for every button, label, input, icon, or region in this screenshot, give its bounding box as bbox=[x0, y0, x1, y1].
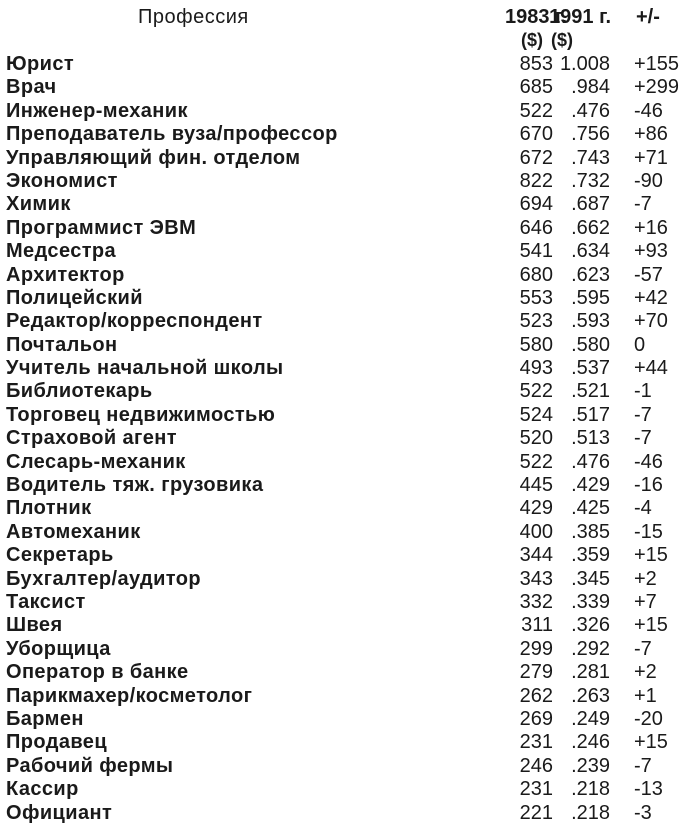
profession-cell: Юрист bbox=[6, 53, 75, 75]
profession-cell: Управляющий фин. отделом bbox=[6, 146, 301, 169]
salary-1983-cell: 493 bbox=[519, 357, 553, 380]
salary-1983-cell: 343 bbox=[519, 567, 553, 590]
salary-1991-cell: .249 bbox=[571, 707, 610, 730]
diff-cell: +15 bbox=[634, 544, 668, 567]
diff-cell: -20 bbox=[634, 707, 663, 730]
profession-cell: Страховой агент bbox=[6, 427, 177, 450]
salary-1991-cell: .521 bbox=[571, 380, 610, 403]
table-row bbox=[0, 731, 698, 754]
diff-cell: +44 bbox=[634, 357, 668, 380]
diff-cell: +16 bbox=[634, 216, 668, 239]
salary-1983-cell: 680 bbox=[519, 263, 553, 286]
diff-cell: -15 bbox=[634, 520, 663, 543]
salary-1983-cell: 524 bbox=[519, 403, 553, 426]
salary-1991-cell: .429 bbox=[571, 474, 610, 497]
table-row bbox=[0, 357, 698, 380]
salary-1983-cell: 672 bbox=[519, 146, 553, 169]
table-row bbox=[0, 240, 698, 263]
diff-cell: -13 bbox=[634, 778, 663, 801]
salary-1991-cell: .662 bbox=[571, 216, 610, 239]
salary-1983-cell: 520 bbox=[519, 427, 553, 450]
profession-cell: Слесарь-механик bbox=[6, 450, 186, 473]
profession-cell: Рабочий фермы bbox=[6, 754, 174, 777]
diff-cell: +86 bbox=[634, 123, 668, 146]
salary-1983-cell: 299 bbox=[519, 637, 553, 660]
column-header-profession: Профессия bbox=[138, 6, 249, 28]
diff-cell: -7 bbox=[634, 193, 652, 216]
table-row bbox=[0, 778, 698, 801]
profession-cell: Учитель начальной школы bbox=[6, 357, 284, 380]
profession-cell: Водитель тяж. грузовика bbox=[6, 474, 264, 497]
table-row bbox=[0, 76, 698, 99]
salary-1991-cell: .476 bbox=[571, 99, 610, 122]
table-row bbox=[0, 451, 698, 474]
diff-cell: -7 bbox=[634, 637, 652, 660]
salary-1991-cell: 1.008 bbox=[559, 53, 610, 75]
table-row bbox=[0, 217, 698, 240]
profession-cell: Автомеханик bbox=[6, 520, 141, 543]
diff-cell: -7 bbox=[634, 754, 652, 777]
profession-cell: Библиотекарь bbox=[6, 380, 153, 403]
salary-1991-cell: .687 bbox=[571, 193, 610, 216]
diff-cell: +93 bbox=[634, 240, 668, 263]
table-row bbox=[0, 193, 698, 216]
salary-1991-cell: .292 bbox=[571, 637, 610, 660]
profession-cell: Полицейский bbox=[6, 286, 143, 309]
profession-cell: Почтальон bbox=[6, 333, 118, 356]
table-row bbox=[0, 661, 698, 684]
diff-cell: -7 bbox=[634, 403, 652, 426]
diff-cell: +2 bbox=[634, 661, 657, 684]
salary-1991-cell: .239 bbox=[571, 754, 610, 777]
profession-cell: Врач bbox=[6, 76, 57, 99]
diff-cell: +2 bbox=[634, 567, 657, 590]
diff-cell: -90 bbox=[634, 169, 663, 192]
diff-cell: -3 bbox=[634, 801, 652, 824]
diff-cell: +7 bbox=[634, 590, 657, 613]
salary-1991-cell: .537 bbox=[571, 357, 610, 380]
salary-1991-cell: .246 bbox=[571, 731, 610, 754]
diff-cell: -7 bbox=[634, 427, 652, 450]
salary-1991-cell: .580 bbox=[571, 333, 610, 356]
diff-cell: +15 bbox=[634, 731, 668, 754]
profession-cell: Кассир bbox=[6, 778, 79, 801]
profession-cell: Инженер-механик bbox=[6, 99, 188, 122]
table-row bbox=[0, 497, 698, 520]
table-row bbox=[0, 544, 698, 567]
profession-cell: Парикмахер/косметолог bbox=[6, 684, 253, 707]
profession-cell: Химик bbox=[6, 193, 71, 216]
diff-cell: -4 bbox=[634, 497, 652, 520]
table-row bbox=[0, 170, 698, 193]
diff-cell: -46 bbox=[634, 450, 663, 473]
profession-cell: Программист ЭВМ bbox=[6, 216, 197, 239]
table-row bbox=[0, 802, 698, 825]
salary-1983-cell: 231 bbox=[519, 778, 553, 801]
diff-cell: -16 bbox=[634, 474, 663, 497]
profession-cell: Преподаватель вуза/профессор bbox=[6, 123, 338, 146]
salary-1983-cell: 445 bbox=[519, 474, 553, 497]
profession-cell: Швея bbox=[6, 614, 63, 637]
salary-1991-cell: .732 bbox=[571, 169, 610, 192]
salary-1983-cell: 553 bbox=[519, 286, 553, 309]
salary-1983-cell: 522 bbox=[519, 99, 553, 122]
salary-1983-cell: 523 bbox=[519, 310, 553, 333]
column-header-diff: +/- bbox=[636, 6, 660, 28]
diff-cell: +42 bbox=[634, 286, 668, 309]
diff-cell: -57 bbox=[634, 263, 663, 286]
table-row bbox=[0, 614, 698, 637]
table-body bbox=[0, 53, 698, 825]
diff-cell: +71 bbox=[634, 146, 668, 169]
salary-1991-cell: .513 bbox=[571, 427, 610, 450]
salary-1983-cell: 231 bbox=[519, 731, 553, 754]
salary-1983-cell: 262 bbox=[519, 684, 553, 707]
salary-1983-cell: 246 bbox=[519, 754, 553, 777]
salary-1991-cell: .623 bbox=[571, 263, 610, 286]
profession-cell: Официант bbox=[6, 801, 113, 824]
table-row bbox=[0, 755, 698, 778]
salary-1983-cell: 221 bbox=[519, 801, 553, 824]
salary-1983-cell: 694 bbox=[519, 193, 553, 216]
salary-1991-cell: .593 bbox=[571, 310, 610, 333]
diff-cell: -46 bbox=[634, 99, 663, 122]
table-row bbox=[0, 427, 698, 450]
salary-1991-cell: .326 bbox=[571, 614, 610, 637]
column-header-1991: 1991 г. bbox=[549, 6, 611, 28]
salary-1991-cell: .339 bbox=[571, 590, 610, 613]
diff-cell: -1 bbox=[634, 380, 652, 403]
salary-1983-cell: 522 bbox=[519, 380, 553, 403]
diff-cell: +1 bbox=[634, 684, 657, 707]
profession-cell: Редактор/корреспондент bbox=[6, 310, 263, 333]
diff-cell: 0 bbox=[634, 333, 646, 356]
salary-1991-cell: .281 bbox=[571, 661, 610, 684]
diff-cell: +299 bbox=[634, 76, 680, 99]
profession-cell: Секретарь bbox=[6, 544, 114, 567]
table-row bbox=[0, 591, 698, 614]
salary-1991-cell: .756 bbox=[571, 123, 610, 146]
profession-cell: Бармен bbox=[6, 707, 84, 730]
column-header-1983: 1983 г. bbox=[505, 6, 567, 28]
salary-1983-cell: 311 bbox=[521, 614, 553, 637]
salary-1991-cell: .517 bbox=[571, 403, 610, 426]
salary-1983-cell: 522 bbox=[519, 450, 553, 473]
salary-1991-cell: .385 bbox=[571, 520, 610, 543]
salary-1991-cell: .476 bbox=[571, 450, 610, 473]
table-row bbox=[0, 638, 698, 661]
salary-1983-cell: 580 bbox=[519, 333, 553, 356]
salary-1983-cell: 400 bbox=[519, 520, 553, 543]
salary-1991-cell: .218 bbox=[571, 801, 610, 824]
table-row bbox=[0, 404, 698, 427]
profession-cell: Продавец bbox=[6, 731, 108, 754]
salary-1983-cell: 541 bbox=[519, 240, 553, 263]
salary-1983-cell: 822 bbox=[519, 169, 553, 192]
unit-label-1983: ($) bbox=[521, 30, 543, 50]
salary-1991-cell: .984 bbox=[571, 76, 610, 99]
salary-1983-cell: 269 bbox=[519, 707, 553, 730]
salary-1983-cell: 279 bbox=[519, 661, 553, 684]
salary-1983-cell: 429 bbox=[519, 497, 553, 520]
profession-cell: Архитектор bbox=[6, 263, 125, 286]
table-row bbox=[0, 474, 698, 497]
profession-cell: Плотник bbox=[6, 497, 92, 520]
table-row bbox=[0, 287, 698, 310]
salary-1983-cell: 685 bbox=[519, 76, 553, 99]
salary-1983-cell: 646 bbox=[519, 216, 553, 239]
profession-cell: Таксист bbox=[6, 590, 86, 613]
salary-1991-cell: .263 bbox=[571, 684, 610, 707]
profession-cell: Уборщица bbox=[6, 637, 111, 660]
table-row bbox=[0, 264, 698, 287]
table-row bbox=[0, 521, 698, 544]
salary-1991-cell: .425 bbox=[571, 497, 610, 520]
salary-1991-cell: .634 bbox=[571, 240, 610, 263]
salary-1983-cell: 332 bbox=[519, 590, 553, 613]
profession-cell: Оператор в банке bbox=[6, 661, 189, 684]
profession-cell: Экономист bbox=[6, 169, 118, 192]
diff-cell: +15 bbox=[634, 614, 668, 637]
salary-1983-cell: 670 bbox=[519, 123, 553, 146]
diff-cell: +70 bbox=[634, 310, 668, 333]
salary-1991-cell: .218 bbox=[571, 778, 610, 801]
profession-cell: Медсестра bbox=[6, 240, 117, 263]
table-row bbox=[0, 708, 698, 731]
table-row bbox=[0, 100, 698, 123]
unit-label-1991: ($) bbox=[551, 30, 573, 50]
salary-1991-cell: .345 bbox=[571, 567, 610, 590]
salary-1991-cell: .359 bbox=[571, 544, 610, 567]
profession-cell: Торговец недвижимостью bbox=[6, 403, 276, 426]
salary-1991-cell: .595 bbox=[571, 286, 610, 309]
salary-1991-cell: .743 bbox=[571, 146, 610, 169]
diff-cell: +155 bbox=[634, 53, 680, 75]
salary-1983-cell: 344 bbox=[519, 544, 553, 567]
table-row bbox=[0, 123, 698, 146]
salary-1983-cell: 853 bbox=[519, 53, 553, 75]
table-row bbox=[0, 568, 698, 591]
table-row bbox=[0, 380, 698, 403]
profession-cell: Бухгалтер/аудитор bbox=[6, 567, 201, 590]
table-row bbox=[0, 53, 698, 76]
table-row bbox=[0, 147, 698, 170]
table-row bbox=[0, 310, 698, 333]
table-row bbox=[0, 334, 698, 357]
table-row bbox=[0, 685, 698, 708]
